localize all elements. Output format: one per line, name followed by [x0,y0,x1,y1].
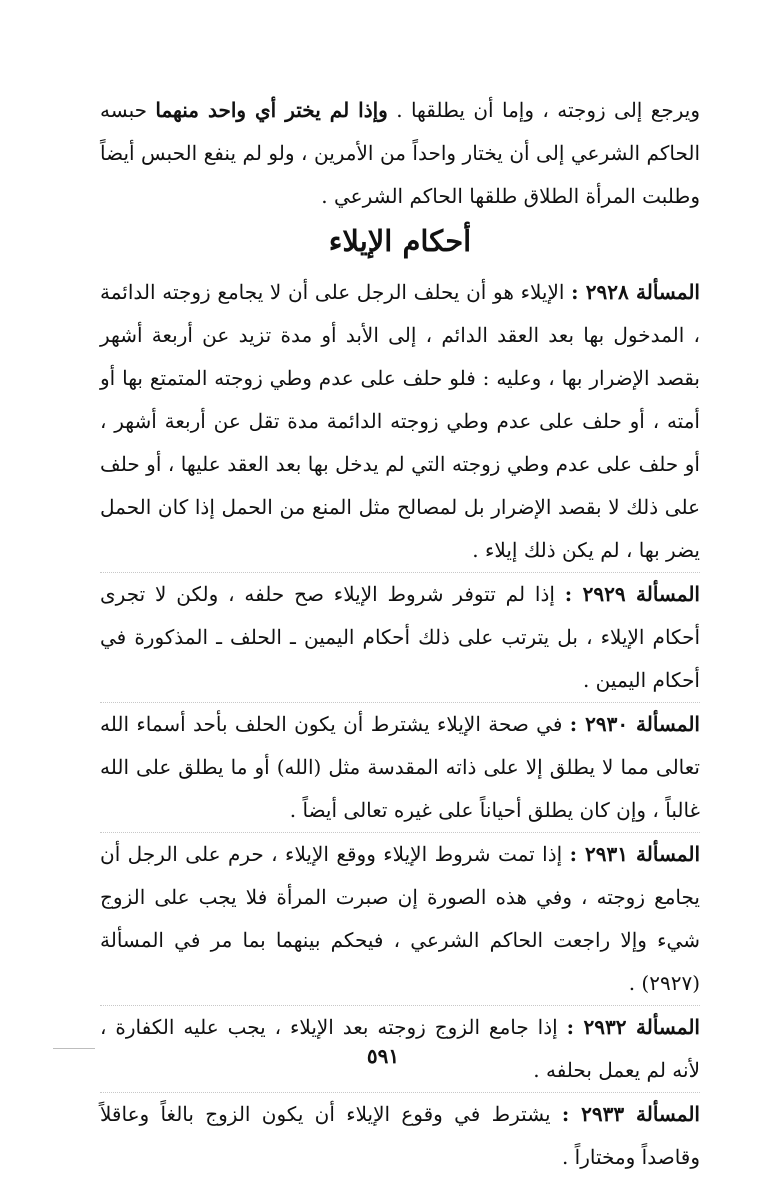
intro-text-3: حبسه الحاكم الشرعي إلى أن يختار واحداً من الأمرين ، ولو لم ينفع الحبس أيضاً وطلبت المرأة الطلاق طلقها الحاكم الشرعي . [100,98,700,208]
issue-paragraph [100,1092,700,1179]
issue-body: إذا تمت شروط الإيلاء ووقع الإيلاء ، حرم على الرجل أن يجامع زوجته ، وفي هذه الصورة إن صبرت المرأة فلا يجب على الزوج شيء وإلا راجعت الحاكم الشرعي ، فيحكم بينهما بما مر في المسألة (٢٩٢٧) . [100,842,700,995]
issue-label: المسألة ٢٩٣٣ : [561,1102,700,1126]
issue-paragraph [100,572,700,702]
issue-label: المسألة ٢٩٢٩ : [564,582,700,606]
section-heading: أحكام الإيلاء [328,224,472,258]
issue-label: المسألة ٢٩٢٨ : [571,280,700,304]
issue-body: إذا جامع الزوج زوجته بعد الإيلاء ، يجب عليه الكفارة ، لأنه لم يعمل بحلفه . [100,1015,700,1082]
intro-text-1: ويرجع إلى زوجته ، وإما أن يطلقها . [396,98,701,122]
issue-body: يشترط في وقوع الإيلاء أن يكون الزوج بالغاً وعاقلاً وقاصداً ومختاراً . [100,1102,700,1169]
intro-paragraph [100,89,700,218]
issue-body: في صحة الإيلاء يشترط أن يكون الحلف بأحد أسماء الله تعالى مما لا يطلق إلا على ذاته المقدسة مثل (الله) أو ما يطلق على الله غالباً ، وإن كان يطلق أحياناً على غيره تعالى أيضاً . [100,712,700,822]
page-number: ٥٩١ [366,1044,400,1068]
issue-label: المسألة ٢٩٣١ : [569,842,700,866]
issue-label: المسألة ٢٩٣٠ : [569,712,700,736]
intro-text-2: وإذا لم يختر أي واحد منهما [155,98,388,122]
issue-paragraph [100,702,700,832]
issue-label: المسألة ٢٩٣٢ : [566,1015,700,1039]
issue-paragraph [100,832,700,1005]
issue-paragraph [100,271,700,572]
issue-body: إذا لم تتوفر شروط الإيلاء صح حلفه ، ولكن لا تجرى أحكام الإيلاء ، بل يترتب على ذلك أحكام اليمين ـ الحلف ـ المذكورة في أحكام اليمين . [100,582,700,692]
issue-body: الإيلاء هو أن يحلف الرجل على أن لا يجامع زوجته الدائمة ، المدخول بها بعد العقد الدائم ، إلى الأبد أو مدة تزيد عن أربعة أشهر بقصد الإضرار بها ، وعليه : فلو حلف على عدم وطي زوجته المتمتع بها أو أمته ، أو حلف على عدم وطي زوجته الدائمة مدة تقل عن أربعة أشهر ، أو حلف على عدم وطي زوجته التي لم يدخل بها بعد العقد عليها ، أو حلف على ذلك لا بقصد الإضرار بل لمصالح مثل المنع من الحمل إذا كان الحمل يضر بها ، لم يكن ذلك إيلاء . [100,280,700,562]
